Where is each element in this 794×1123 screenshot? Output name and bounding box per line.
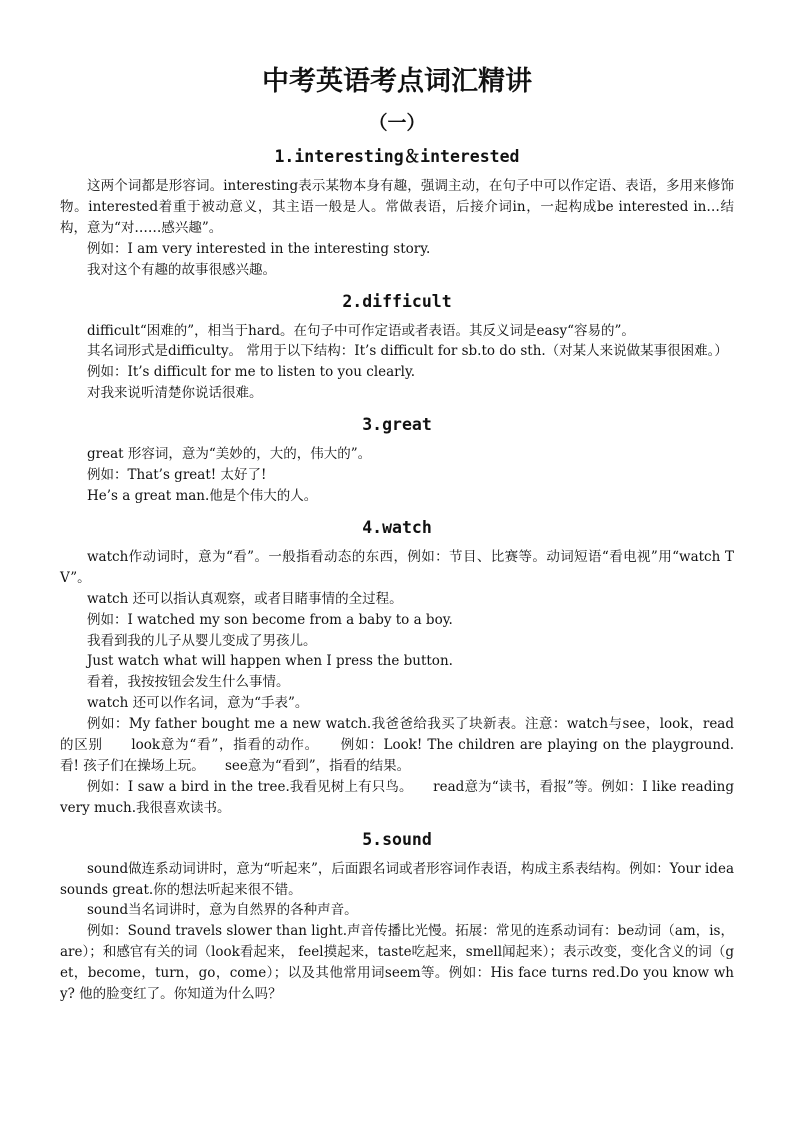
body-paragraph: watch 还可以指认真观察，或者目睹事情的全过程。 bbox=[87, 590, 403, 607]
body-paragraph: 例如：That’s great! 太好了! bbox=[87, 467, 267, 484]
body-paragraph: 例如：I saw a bird in the tree.我看见树上有只鸟。 read意为“读书，看报”等。例如：I like reading very much.我很喜欢读书。 bbox=[60, 778, 734, 816]
body-paragraph: 例如：I am very interested in the interesting story. bbox=[87, 240, 431, 257]
body-paragraph: 例如：Sound travels slower than light.声音传播比光慢。拓展：常见的连系动词有：be动词（am，is，are）；和感官有关的词（look看起来， feel摸起来，taste吃起来，smell闻起来）；表示改变，变化含义的词（get，become，turn，go，come）；以及其他常用词seem等。例如：His face turns red.Do you know why? 他的脸变红了。你知道为什么吗？ bbox=[60, 923, 734, 1003]
body-paragraph: great 形容词，意为“美妙的，大的，伟大的”。 bbox=[87, 446, 372, 463]
page-subtitle: （一） bbox=[368, 112, 426, 134]
document-page bbox=[60, 64, 734, 1005]
body-paragraph: 这两个词都是形容词。interesting表示某物本身有趣，强调主动，在句子中可以作定语、表语，多用来修饰物。interested着重于被动意义，其主语一般是人。常做表语，后接介词in，一起构成be interested in…结构，意为“对……感兴趣”。 bbox=[60, 178, 734, 236]
body-paragraph: He’s a great man.他是个伟大的人。 bbox=[87, 487, 318, 504]
body-paragraph: 其名词形式是difficulty。 常用于以下结构：It’s difficult for sb.to do sth.（对某人来说做某事很困难。） bbox=[87, 343, 728, 360]
body-paragraph: difficult“困难的”，相当于hard。在句子中可作定语或者表语。其反义词是easy“容易的”。 bbox=[87, 322, 635, 339]
body-paragraph: Just watch what will happen when I press the button. bbox=[87, 653, 453, 670]
section-heading: 4.watch bbox=[362, 517, 432, 537]
page-title: 中考英语考点词汇精讲 bbox=[262, 66, 532, 97]
body-paragraph: 例如：It’s difficult for me to listen to you clearly. bbox=[87, 364, 416, 381]
body-paragraph: sound当名词讲时，意为自然界的各种声音。 bbox=[87, 902, 358, 919]
body-paragraph: 我看到我的儿子从婴儿变成了男孩儿。 bbox=[87, 632, 317, 649]
section-heading: 3.great bbox=[362, 415, 432, 435]
body-paragraph: 看着，我按按钮会发生什么事情。 bbox=[87, 674, 290, 691]
body-paragraph: watch 还可以作名词，意为“手表”。 bbox=[87, 695, 309, 712]
body-paragraph: 我对这个有趣的故事很感兴趣。 bbox=[87, 261, 276, 278]
body-paragraph: sound做连系动词讲时，意为“听起来”，后面跟名词或者形容词作表语，构成主系表结构。例如：Your idea sounds great.你的想法听起来很不错。 bbox=[60, 860, 734, 898]
section-heading: 5.sound bbox=[362, 829, 432, 849]
body-paragraph: 例如：My father bought me a new watch.我爸爸给我买了块新表。注意：watch与see，look，read的区别 look意为“看”，指看的动作。 例如：Look! The children are playing on the playground. 看! 孩子们在操场上玩。 see意为“看到”，指看的结果。 bbox=[60, 716, 734, 774]
section-heading: 1.interesting＆interested bbox=[274, 147, 520, 166]
section-heading: 2.difficult bbox=[342, 291, 452, 311]
body-paragraph: 对我来说听清楚你说话很难。 bbox=[87, 385, 263, 402]
body-paragraph: 例如：I watched my son become from a baby to a boy. bbox=[87, 611, 453, 628]
sections-container bbox=[60, 146, 734, 1005]
body-paragraph: watch作动词时，意为“看”。一般指看动态的东西，例如：节目、比赛等。动词短语“看电视”用“watch TV”。 bbox=[60, 548, 734, 586]
